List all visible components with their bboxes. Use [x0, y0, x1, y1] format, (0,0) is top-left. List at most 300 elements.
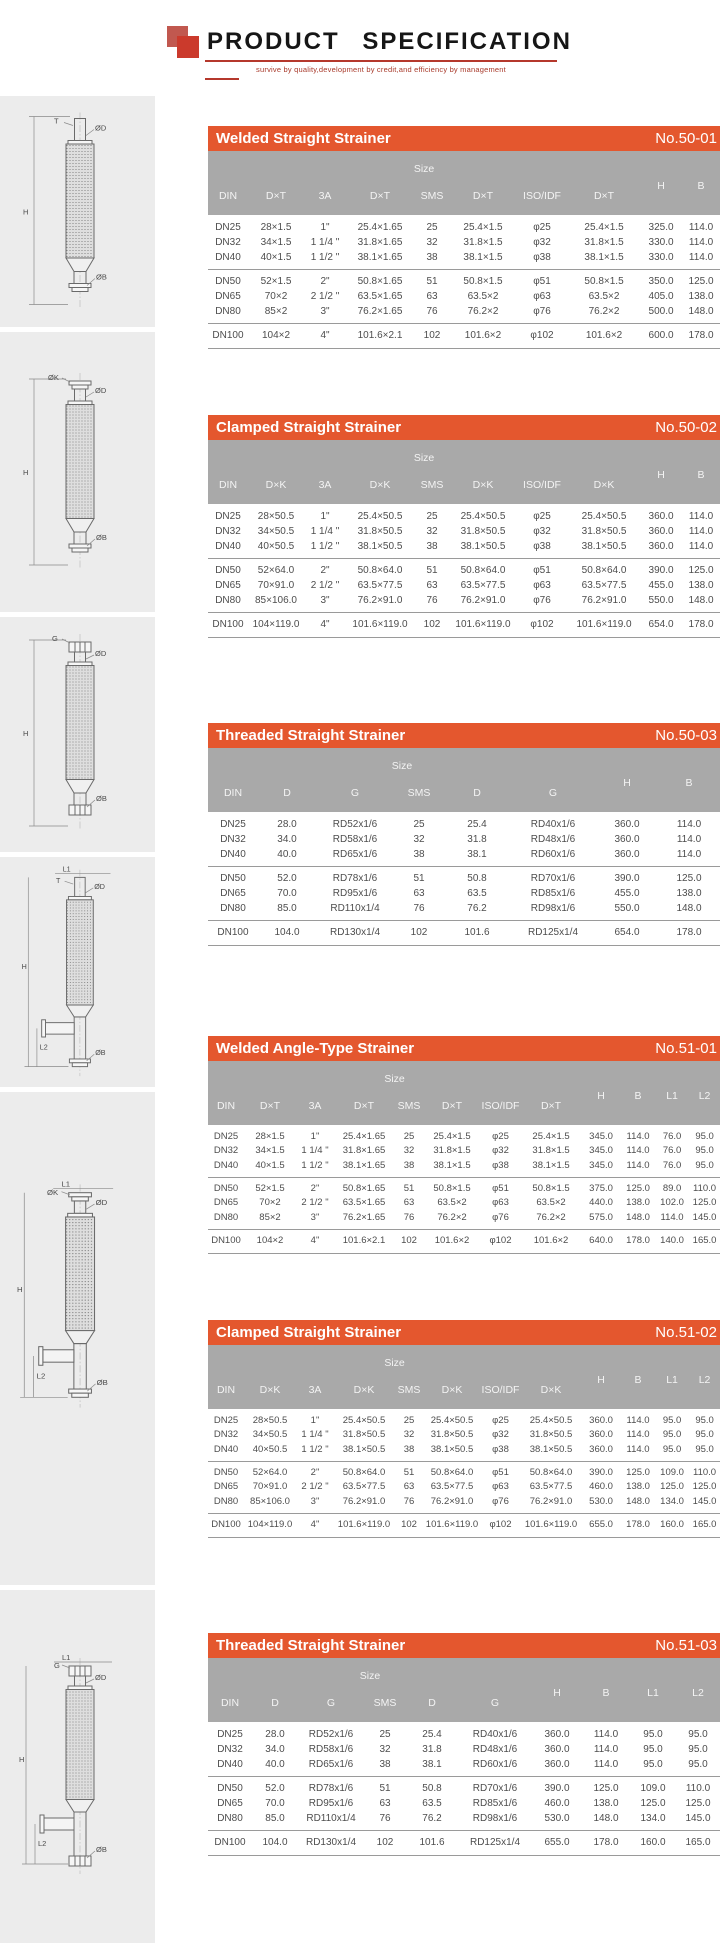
table-cell: 114.0: [682, 539, 720, 559]
column-header: SMS: [373, 1697, 397, 1709]
table-cell: 114.0: [658, 847, 720, 867]
table-cell: DN50: [215, 565, 241, 576]
table-cell: 114.0: [626, 1415, 650, 1426]
table-cell: 63.5×2: [588, 291, 620, 302]
size-header: Size: [391, 760, 413, 772]
table-cell: 76.0: [655, 1159, 689, 1178]
table-cell: φ63: [492, 1481, 509, 1493]
column-header: D×K: [265, 479, 287, 491]
table-cell: 104.0: [252, 1831, 298, 1856]
table-cell: φ32: [492, 1145, 509, 1157]
table-row: [208, 886, 720, 901]
table-cell: DN80: [208, 304, 248, 324]
table-cell: 25.4×50.5: [581, 511, 627, 522]
column-header: D×T: [353, 1100, 375, 1112]
table-cell: 148.0: [682, 304, 720, 324]
table-cell: 25.4×1.5: [532, 1131, 570, 1142]
table-cell: RD110x1/4: [298, 1811, 364, 1831]
table-cell: 104×119.0: [248, 613, 304, 638]
drawing-panel-6: [0, 1590, 155, 1943]
table-cell: 31.8: [467, 834, 487, 845]
dim-label-dia: ØD: [95, 1198, 107, 1208]
spec-section-welded-angle: [208, 1036, 720, 1254]
table-cell: 31.8×1.65: [357, 237, 403, 248]
drawing-panel-5: [0, 1092, 155, 1585]
table-cell: DN25: [215, 511, 241, 522]
table-cell: 1 1/2 ": [296, 1159, 334, 1178]
table-cell: 110.0: [693, 1183, 717, 1195]
table-cell: 178.0: [682, 613, 720, 638]
column-header: SMS: [397, 1100, 421, 1112]
table-cell: RD40x1/6: [530, 819, 576, 830]
table-cell: 178.0: [658, 921, 720, 946]
table-cell: 530.0: [581, 1495, 621, 1514]
table-cell: 70×91.0: [257, 580, 295, 591]
table-cell: 28×50.5: [257, 511, 295, 522]
table-cell: 110.0: [685, 1783, 711, 1794]
table-cell: 2": [320, 565, 330, 576]
table-cell: 101.6×119.0: [424, 1514, 480, 1538]
table-cell: 31.8×50.5: [529, 1429, 573, 1441]
table-cell: 3": [296, 1211, 334, 1230]
table-cell: 114.0: [593, 1744, 619, 1755]
table-cell: 28.0: [277, 819, 297, 830]
table-cell: 76.2×91.0: [334, 1495, 394, 1514]
table-cell: 63: [426, 580, 438, 591]
table-cell: 95.0: [688, 1744, 708, 1755]
table-cell: 1 1/2 ": [296, 1443, 334, 1462]
dim-label-h: H: [22, 207, 28, 217]
table-number: No.51-02: [655, 1324, 717, 1341]
table-cell: RD58x1/6: [308, 1744, 354, 1755]
column-header: D×T: [472, 190, 494, 202]
table-cell: 1 1/2 ": [304, 539, 346, 559]
table-cell: φ51: [533, 276, 551, 287]
column-header: G: [326, 1697, 336, 1709]
table-cell: 32: [403, 1145, 415, 1157]
table-row: [208, 1514, 720, 1538]
table-cell: 145.0: [689, 1211, 720, 1230]
table-cell: 165.0: [689, 1514, 720, 1538]
table-cell: 76.2×91.0: [568, 593, 640, 613]
table-cell: 76.2: [406, 1811, 458, 1831]
table-cell: 2": [310, 1183, 320, 1195]
table-cell: 4": [296, 1514, 334, 1538]
column-header: DIN: [223, 787, 243, 799]
table-row: [208, 1159, 720, 1178]
table-cell: 101.6×2: [568, 324, 640, 349]
table-cell: 40×50.5: [244, 1443, 296, 1462]
size-header: Size: [413, 452, 435, 464]
table-cell: 125.0: [640, 1798, 666, 1809]
column-header: H: [623, 777, 631, 789]
table-cell: 95.0: [695, 1131, 714, 1142]
table-cell: 125.0: [660, 1481, 684, 1493]
table-cell: 63.5×77.5: [460, 580, 506, 591]
table-cell: DN40: [208, 250, 248, 270]
table-cell: 31.8: [422, 1744, 442, 1755]
table-cell: 50.8×64.0: [460, 565, 506, 576]
table-cell: 63.5×77.5: [342, 1481, 386, 1493]
drawing-panel-1: [0, 96, 155, 327]
table-row: [208, 832, 720, 847]
table-cell: 101.6×2: [521, 1230, 581, 1254]
column-header: D: [283, 787, 291, 799]
table-cell: 360.0: [648, 526, 674, 537]
column-header: H: [657, 469, 665, 481]
table-cell: 102.0: [660, 1197, 684, 1209]
table-cell: 52×1.5: [255, 1183, 285, 1195]
table-title: Welded Angle-Type Strainer: [216, 1040, 415, 1057]
table-number: No.50-02: [655, 419, 717, 436]
table-cell: 31.8×50.5: [581, 526, 627, 537]
table-cell: DN65: [215, 580, 241, 591]
table-cell: DN65: [213, 1481, 239, 1493]
table-cell: 38: [394, 1443, 424, 1462]
column-header: D: [473, 787, 481, 799]
table-cell: DN80: [208, 593, 248, 613]
table-cell: 25.4×50.5: [357, 511, 403, 522]
column-header: DIN: [216, 1384, 236, 1396]
table-cell: 360.0: [648, 511, 674, 522]
table-row: [208, 1777, 720, 1797]
column-header: D×K: [353, 1384, 375, 1396]
table-cell: DN32: [213, 1429, 239, 1441]
table-cell: 63: [379, 1798, 391, 1809]
table-header-bar: [208, 1036, 720, 1061]
table-cell: 50.8×64.0: [357, 565, 403, 576]
table-cell: 85×2: [248, 304, 304, 324]
table-cell: 51: [413, 873, 425, 884]
table-row: [208, 1144, 720, 1158]
dim-label-top: G: [53, 1661, 60, 1670]
table-cell: φ51: [533, 565, 551, 576]
table-cell: 1": [320, 222, 330, 233]
table-row: [208, 593, 720, 613]
dim-label-l2: L2: [39, 1043, 48, 1052]
table-cell: 38.1×50.5: [450, 539, 516, 559]
table-cell: DN80: [208, 1211, 244, 1230]
table-cell: DN32: [213, 1145, 239, 1157]
table-cell: 25.4×1.65: [357, 222, 403, 233]
table-cell: 104×2: [248, 324, 304, 349]
table-row: [208, 1178, 720, 1197]
table-cell: 114.0: [688, 511, 714, 522]
table-cell: φ38: [516, 250, 568, 270]
table-row: [208, 1742, 720, 1757]
dim-label-top: ØK: [46, 1187, 58, 1197]
table-cell: 114.0: [626, 1429, 650, 1441]
table-cell: DN25: [215, 222, 241, 233]
table-header-bar: [208, 1320, 720, 1345]
table-cell: 455.0: [614, 888, 640, 899]
table-row: [208, 1757, 720, 1777]
table-cell: 178.0: [621, 1230, 655, 1254]
table-row: [208, 1409, 720, 1428]
table-cell: φ63: [492, 1197, 509, 1209]
column-header: D×K: [593, 479, 615, 491]
table-row: [208, 1480, 720, 1494]
table-cell: 70×2: [259, 1197, 281, 1209]
table-cell: φ32: [492, 1429, 509, 1441]
table-cell: 63: [403, 1197, 415, 1209]
column-header: H: [597, 1374, 605, 1386]
table-cell: 114.0: [676, 819, 702, 830]
table-cell: 114.0: [688, 222, 714, 233]
table-cell: 34×1.5: [255, 1145, 285, 1157]
table-cell: 70×91.0: [252, 1481, 288, 1493]
table-cell: 38: [394, 847, 444, 867]
table-cell: 360.0: [544, 1744, 570, 1755]
table-cell: 101.6×2.1: [334, 1230, 394, 1254]
table-cell: 345.0: [589, 1145, 613, 1157]
table-cell: 460.0: [544, 1798, 570, 1809]
table-cell: 2 1/2 ": [310, 291, 340, 302]
table-cell: DN65: [213, 1197, 239, 1209]
table-cell: 52.0: [265, 1783, 285, 1794]
column-header: L2: [698, 1090, 711, 1102]
table-cell: 360.0: [532, 1757, 582, 1777]
table-cell: 95.0: [643, 1729, 663, 1740]
table-cell: 148.0: [621, 1495, 655, 1514]
table-cell: 34×50.5: [257, 526, 295, 537]
column-header: DIN: [218, 190, 238, 202]
table-cell: RD125x1/4: [510, 921, 596, 946]
table-cell: 70×2: [264, 291, 288, 302]
table-cell: 101.6×119.0: [334, 1514, 394, 1538]
table-cell: 52.0: [277, 873, 297, 884]
table-cell: DN80: [208, 1495, 244, 1514]
table-cell: 550.0: [596, 901, 658, 921]
table-header-bar: [208, 723, 720, 748]
table-number: No.51-03: [655, 1637, 717, 1654]
table-cell: 114.0: [626, 1145, 650, 1157]
table-cell: RD48x1/6: [472, 1744, 518, 1755]
dim-label-h: H: [22, 729, 28, 738]
table-cell: 1": [310, 1415, 320, 1426]
table-cell: 31.8×1.5: [433, 1145, 471, 1157]
table-cell: 25.4×50.5: [460, 511, 506, 522]
table-cell: 50.8×64.0: [581, 565, 627, 576]
table-row: [208, 812, 720, 832]
table-cell: 178.0: [621, 1514, 655, 1538]
column-header: DIN: [220, 1697, 240, 1709]
table-row: [208, 1811, 720, 1831]
table-cell: 101.6: [444, 921, 510, 946]
table-cell: DN65: [215, 291, 241, 302]
table-cell: 655.0: [581, 1514, 621, 1538]
table-cell: 31.8×50.5: [460, 526, 506, 537]
table-cell: 85×106.0: [248, 593, 304, 613]
column-header: D×K: [540, 1384, 562, 1396]
table-row: [208, 215, 720, 235]
table-cell: 85×2: [244, 1211, 296, 1230]
dim-label-l1: L1: [62, 865, 71, 874]
table-cell: 101.6: [406, 1831, 458, 1856]
table-cell: 330.0: [640, 250, 682, 270]
table-cell: 76.0: [662, 1131, 682, 1142]
table-cell: 31.8×1.5: [532, 1145, 570, 1157]
drawing-panel-2: [0, 332, 155, 612]
table-cell: 34×1.5: [260, 237, 292, 248]
table-cell: 360.0: [596, 847, 658, 867]
table-cell: DN50: [215, 276, 241, 287]
table-cell: 114.0: [655, 1211, 689, 1230]
table-cell: 4": [296, 1230, 334, 1254]
table-cell: 125.0: [692, 1481, 717, 1493]
table-cell: 38: [414, 539, 450, 559]
angle-strainer-drawing: [20, 864, 136, 1080]
column-header: D×T: [369, 190, 391, 202]
table-cell: 350.0: [648, 276, 674, 287]
table-cell: RD65x1/6: [316, 847, 394, 867]
table-cell: 76.2×1.65: [346, 304, 414, 324]
table-cell: 125.0: [626, 1183, 650, 1195]
table-cell: 114.0: [626, 1131, 650, 1142]
size-table-2: [208, 440, 720, 638]
table-cell: 50.8×64.0: [430, 1467, 474, 1479]
dim-label-b: ØB: [95, 533, 107, 542]
table-cell: 76.2: [444, 901, 510, 921]
table-cell: 38.1×50.5: [346, 539, 414, 559]
table-cell: 51: [403, 1183, 415, 1195]
table-cell: 31.8×1.65: [342, 1145, 386, 1157]
table-cell: DN25: [213, 1131, 239, 1142]
table-cell: 390.0: [648, 565, 674, 576]
dim-label-b: ØB: [95, 1845, 107, 1854]
column-header: L2: [692, 1687, 704, 1699]
table-cell: 28×1.5: [260, 222, 292, 233]
table-cell: 178.0: [582, 1831, 630, 1856]
table-cell: 360.0: [614, 819, 640, 830]
table-cell: 114.0: [621, 1443, 655, 1462]
table-row: [208, 270, 720, 290]
table-cell: φ38: [480, 1159, 521, 1178]
table-row: [208, 1196, 720, 1210]
table-cell: 390.0: [544, 1783, 570, 1794]
table-row: [208, 1722, 720, 1742]
table-cell: 32: [379, 1744, 391, 1755]
table-cell: DN50: [213, 1467, 239, 1479]
table-cell: RD125x1/4: [458, 1831, 532, 1856]
column-header: D×K: [472, 479, 494, 491]
table-cell: RD52x1/6: [332, 819, 378, 830]
table-cell: 530.0: [532, 1811, 582, 1831]
column-header: D×K: [441, 1384, 463, 1396]
table-row: [208, 1428, 720, 1442]
table-cell: RD85x1/6: [530, 888, 576, 899]
table-cell: RD60x1/6: [510, 847, 596, 867]
table-cell: 38.1×50.5: [334, 1443, 394, 1462]
table-cell: 38.1×50.5: [568, 539, 640, 559]
size-header: Size: [413, 163, 435, 175]
table-cell: 70.0: [265, 1798, 285, 1809]
table-cell: 31.8×1.5: [584, 237, 624, 248]
column-header: L2: [698, 1374, 711, 1386]
size-header: Size: [384, 1357, 405, 1369]
table-cell: 114.0: [688, 237, 714, 248]
table-cell: 405.0: [648, 291, 674, 302]
table-cell: 32: [413, 834, 425, 845]
table-cell: 51: [379, 1783, 391, 1794]
size-table-3: [208, 748, 720, 946]
column-header: ISO/IDF: [523, 190, 561, 202]
table-cell: 50.8×1.5: [463, 276, 503, 287]
table-cell: 40.0: [252, 1757, 298, 1777]
column-header: B: [685, 777, 693, 789]
dim-label-dia: ØD: [94, 1673, 106, 1682]
column-header: D: [271, 1697, 279, 1709]
dim-label-dia: ØD: [94, 386, 106, 395]
table-cell: 140.0: [655, 1230, 689, 1254]
table-cell: 38.1×1.5: [424, 1159, 480, 1178]
table-cell: DN65: [217, 1798, 243, 1809]
column-header: 3A: [308, 1100, 322, 1112]
column-header: 3A: [318, 479, 332, 491]
table-cell: 114.0: [593, 1729, 619, 1740]
table-cell: 4": [304, 613, 346, 638]
table-cell: 76: [394, 1495, 424, 1514]
size-header: Size: [359, 1670, 381, 1682]
table-cell: 70.0: [277, 888, 297, 899]
table-row: [208, 504, 720, 524]
table-cell: 95.0: [689, 1159, 720, 1178]
spec-section-clamped-straight: [208, 415, 720, 638]
table-cell: 63: [413, 888, 425, 899]
table-cell: 34×50.5: [252, 1429, 288, 1441]
table-cell: 2 1/2 ": [310, 580, 340, 591]
column-header: D×T: [265, 190, 287, 202]
table-cell: 95.0: [676, 1757, 720, 1777]
table-cell: 360.0: [544, 1729, 570, 1740]
table-header-bar: [208, 126, 720, 151]
table-title: Threaded Straight Strainer: [216, 727, 406, 744]
table-cell: 3": [304, 593, 346, 613]
table-cell: 178.0: [682, 324, 720, 349]
table-cell: φ38: [480, 1443, 521, 1462]
table-title: Clamped Straight Strainer: [216, 419, 402, 436]
table-cell: 102: [394, 921, 444, 946]
column-header: D×T: [259, 1100, 281, 1112]
table-cell: 104×119.0: [244, 1514, 296, 1538]
table-cell: 85.0: [258, 901, 316, 921]
table-cell: 2 1/2 ": [301, 1481, 329, 1493]
table-cell: RD95x1/6: [332, 888, 378, 899]
table-cell: 455.0: [648, 580, 674, 591]
table-cell: 148.0: [621, 1211, 655, 1230]
table-cell: 3": [296, 1495, 334, 1514]
table-cell: DN100: [208, 1831, 252, 1856]
column-header: B: [634, 1090, 642, 1102]
table-cell: 25: [379, 1729, 391, 1740]
table-cell: 76.2×2: [521, 1211, 581, 1230]
table-cell: 38: [414, 250, 450, 270]
table-cell: 360.0: [581, 1443, 621, 1462]
table-cell: 38.1×50.5: [521, 1443, 581, 1462]
table-cell: DN40: [208, 1757, 252, 1777]
table-cell: 102: [414, 613, 450, 638]
table-cell: 575.0: [581, 1211, 621, 1230]
table-cell: 63: [403, 1481, 415, 1493]
table-cell: DN32: [220, 834, 246, 845]
table-cell: 145.0: [689, 1495, 720, 1514]
table-cell: 390.0: [614, 873, 640, 884]
table-cell: 76.2×2: [424, 1211, 480, 1230]
table-cell: 76.0: [662, 1145, 682, 1157]
column-header: H: [657, 180, 665, 192]
table-cell: 25.4×1.5: [433, 1131, 471, 1142]
table-row: [208, 324, 720, 349]
